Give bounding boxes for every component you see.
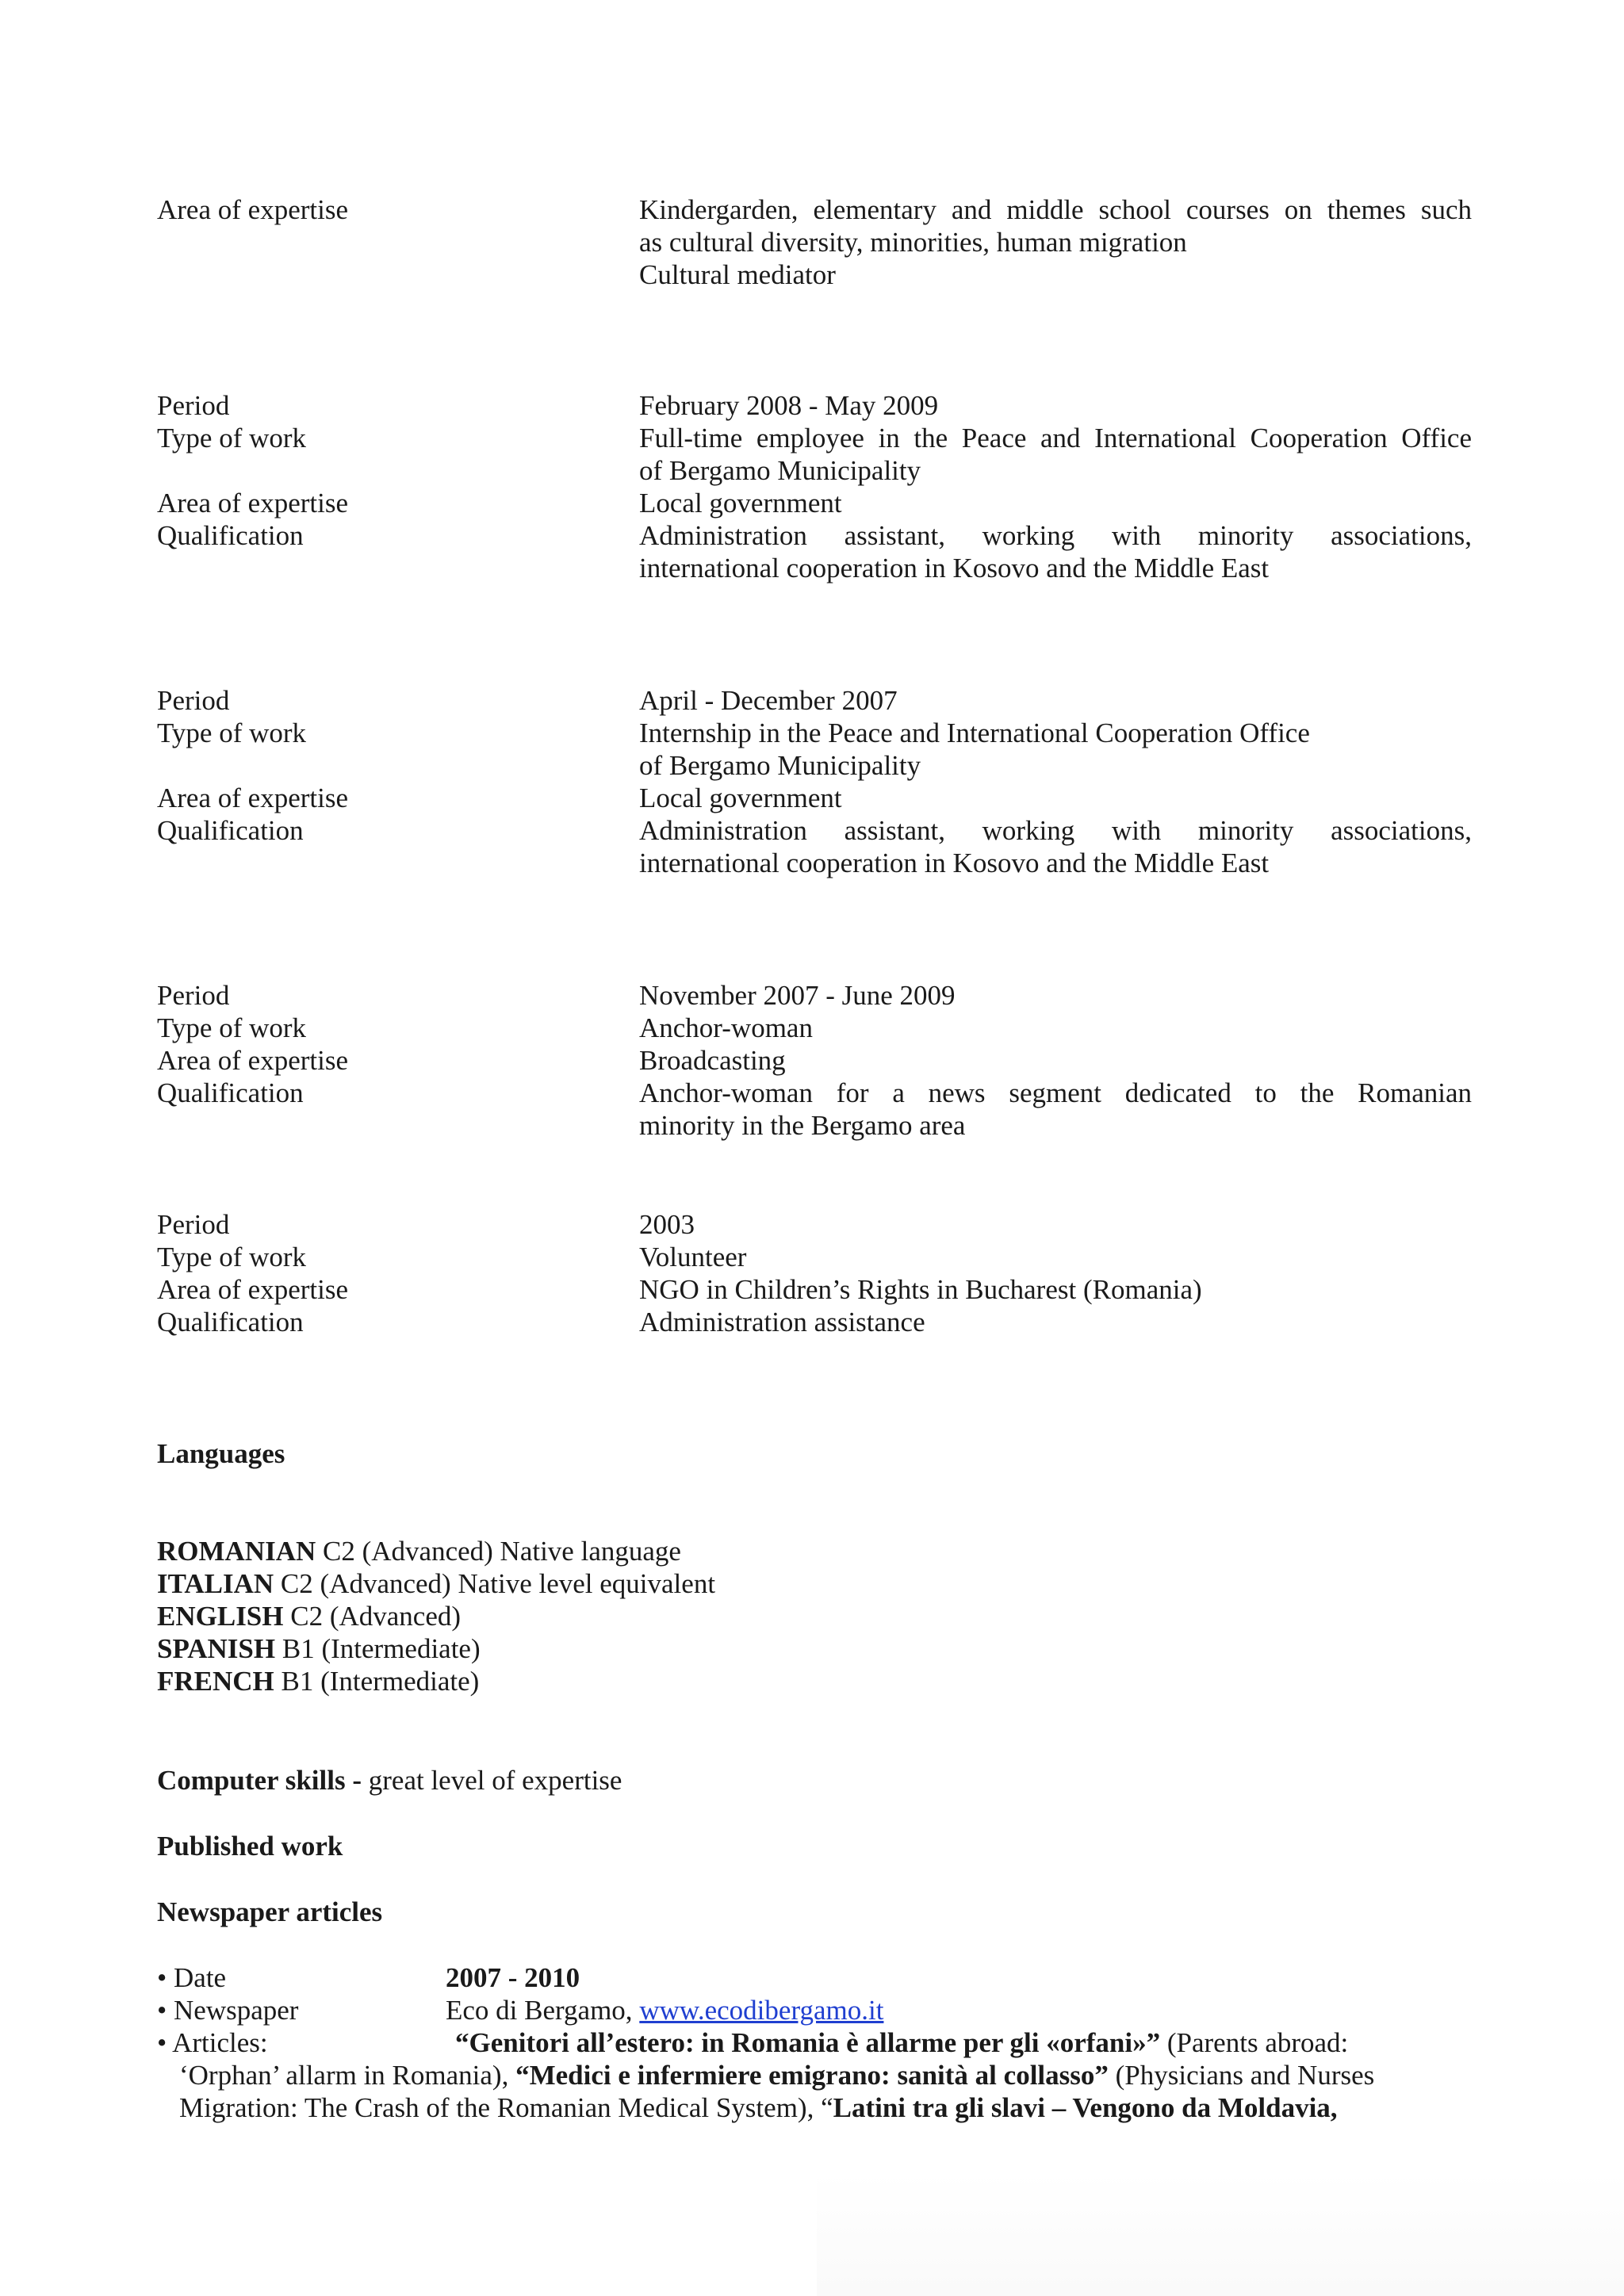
article-list-row (157, 2026, 1472, 2060)
date-value: 2007 - 2010 (446, 1962, 580, 1993)
language-level: C2 (Advanced) Native language (316, 1536, 681, 1567)
row-label: Period (157, 390, 230, 421)
row-label: Qualification (157, 815, 304, 846)
entry-row (157, 1109, 1472, 1142)
row-label: Qualification (157, 1077, 304, 1108)
newspaper-name: Eco di Bergamo, (446, 1995, 640, 2026)
language-item (157, 1600, 461, 1633)
row-value: Administration assistant, working with minority associations, (639, 520, 1472, 551)
row-label: Area of expertise (157, 1045, 348, 1076)
entry-row (157, 1012, 1472, 1045)
row-value: April - December 2007 (639, 685, 898, 716)
row-value: Administration assistant, working with minority associations, (639, 815, 1472, 846)
entry-row (157, 749, 1472, 783)
entry-row (157, 847, 1472, 880)
entry-row (157, 258, 1472, 292)
computer-skills-text: great level of expertise (368, 1765, 622, 1796)
language-level: B1 (Intermediate) (274, 1666, 480, 1697)
entry-row (157, 226, 1472, 259)
entry-row (157, 389, 1472, 423)
language-item (157, 1535, 681, 1568)
row-value: November 2007 - June 2009 (639, 980, 956, 1011)
article-newspaper-row (157, 1994, 1472, 2027)
row-value: Kindergarden, elementary and middle school courses on themes such (639, 194, 1472, 225)
entry-row (157, 487, 1472, 520)
row-value: minority in the Bergamo area (639, 1110, 966, 1141)
language-level: C2 (Advanced) Native level equivalent (274, 1568, 716, 1599)
articles-label: • Articles: (157, 2027, 268, 2058)
articles-line-1 (455, 2026, 1348, 2060)
article-date-row (157, 1961, 1472, 1995)
row-label: Type of work (157, 718, 307, 748)
article-title: “Medici e infermiere emigrano: sanità al collasso” (515, 2060, 1109, 2091)
row-value: international cooperation in Kosovo and the Middle East (639, 553, 1270, 584)
article-translation: Migration: The Crash of the Romanian Medical System), “ (179, 2092, 833, 2123)
row-value: Administration assistance (639, 1307, 925, 1337)
language-name: ENGLISH (157, 1601, 284, 1632)
row-label: Type of work (157, 1242, 307, 1272)
entry-row (157, 193, 1472, 227)
entry-row (157, 814, 1472, 848)
row-value: Full-time employee in the Peace and International Cooperation Office (639, 423, 1472, 453)
entry-row (157, 1044, 1472, 1077)
row-value: international cooperation in Kosovo and the Middle East (639, 848, 1270, 878)
entry-row (157, 1208, 1472, 1242)
entry-row (157, 1077, 1472, 1110)
row-value: Volunteer (639, 1242, 747, 1272)
row-value: Local government (639, 488, 842, 519)
article-title: “Genitori all’estero: in Romania è allarme per gli «orfani»” (455, 2027, 1161, 2058)
entry-row (157, 519, 1472, 553)
row-label: Period (157, 980, 230, 1011)
row-label: Area of expertise (157, 488, 348, 519)
computer-skills (157, 1764, 622, 1797)
language-level: C2 (Advanced) (283, 1601, 462, 1632)
article-translation: (Physicians and Nurses (1108, 2060, 1375, 2091)
entry-row (157, 717, 1472, 750)
computer-skills-label: Computer skills - (157, 1765, 369, 1796)
page-bottom-shade (817, 2172, 1624, 2296)
row-value: 2003 (639, 1209, 695, 1240)
language-name: ITALIAN (157, 1568, 274, 1599)
row-value: Local government (639, 783, 842, 813)
row-value: of Bergamo Municipality (639, 455, 921, 486)
language-item (157, 1632, 481, 1666)
article-translation: (Parents abroad: (1160, 2027, 1349, 2058)
entry-row (157, 1273, 1472, 1307)
language-name: ROMANIAN (157, 1536, 316, 1567)
entry-row (157, 1241, 1472, 1274)
language-name: FRENCH (157, 1666, 274, 1697)
newspaper-link[interactable]: www.ecodibergamo.it (639, 1995, 884, 2026)
language-name: SPANISH (157, 1633, 276, 1664)
row-label: Area of expertise (157, 783, 348, 813)
published-work-heading: Published work (157, 1831, 343, 1862)
row-value: Anchor-woman for a news segment dedicated to the Romanian (639, 1077, 1472, 1108)
language-item (157, 1665, 479, 1698)
newspaper-value (446, 1994, 883, 2027)
article-title: Latini tra gli slavi – Vengono da Moldavia, (833, 2092, 1338, 2123)
row-label: Qualification (157, 1307, 304, 1337)
date-label: • Date (157, 1962, 227, 1993)
language-level: B1 (Intermediate) (275, 1633, 481, 1664)
row-label: Area of expertise (157, 194, 348, 225)
articles-line-3 (179, 2091, 1338, 2125)
newspaper-articles-heading: Newspaper articles (157, 1896, 383, 1927)
row-label: Area of expertise (157, 1274, 348, 1305)
entry-row (157, 422, 1472, 455)
row-label: Period (157, 1209, 230, 1240)
entry-row (157, 684, 1472, 718)
row-value: Anchor-woman (639, 1012, 813, 1043)
row-label: Type of work (157, 1012, 307, 1043)
entry-row (157, 979, 1472, 1012)
articles-line-2 (179, 2059, 1374, 2092)
language-item (157, 1567, 715, 1601)
newspaper-label: • Newspaper (157, 1995, 299, 2026)
entry-row (157, 454, 1472, 488)
row-value: Cultural mediator (639, 259, 836, 290)
row-label: Period (157, 685, 230, 716)
languages-heading: Languages (157, 1438, 285, 1469)
row-label: Type of work (157, 423, 307, 453)
row-value: Internship in the Peace and International Cooperation Office (639, 718, 1310, 748)
entry-row (157, 552, 1472, 585)
entry-row (157, 782, 1472, 815)
article-translation: ‘Orphan’ allarm in Romania), (179, 2060, 516, 2091)
row-value: February 2008 - May 2009 (639, 390, 939, 421)
row-label: Qualification (157, 520, 304, 551)
row-value: of Bergamo Municipality (639, 750, 921, 781)
row-value: as cultural diversity, minorities, human migration (639, 227, 1187, 258)
entry-row (157, 1306, 1472, 1339)
row-value: Broadcasting (639, 1045, 786, 1076)
row-value: NGO in Children’s Rights in Bucharest (Romania) (639, 1274, 1202, 1305)
